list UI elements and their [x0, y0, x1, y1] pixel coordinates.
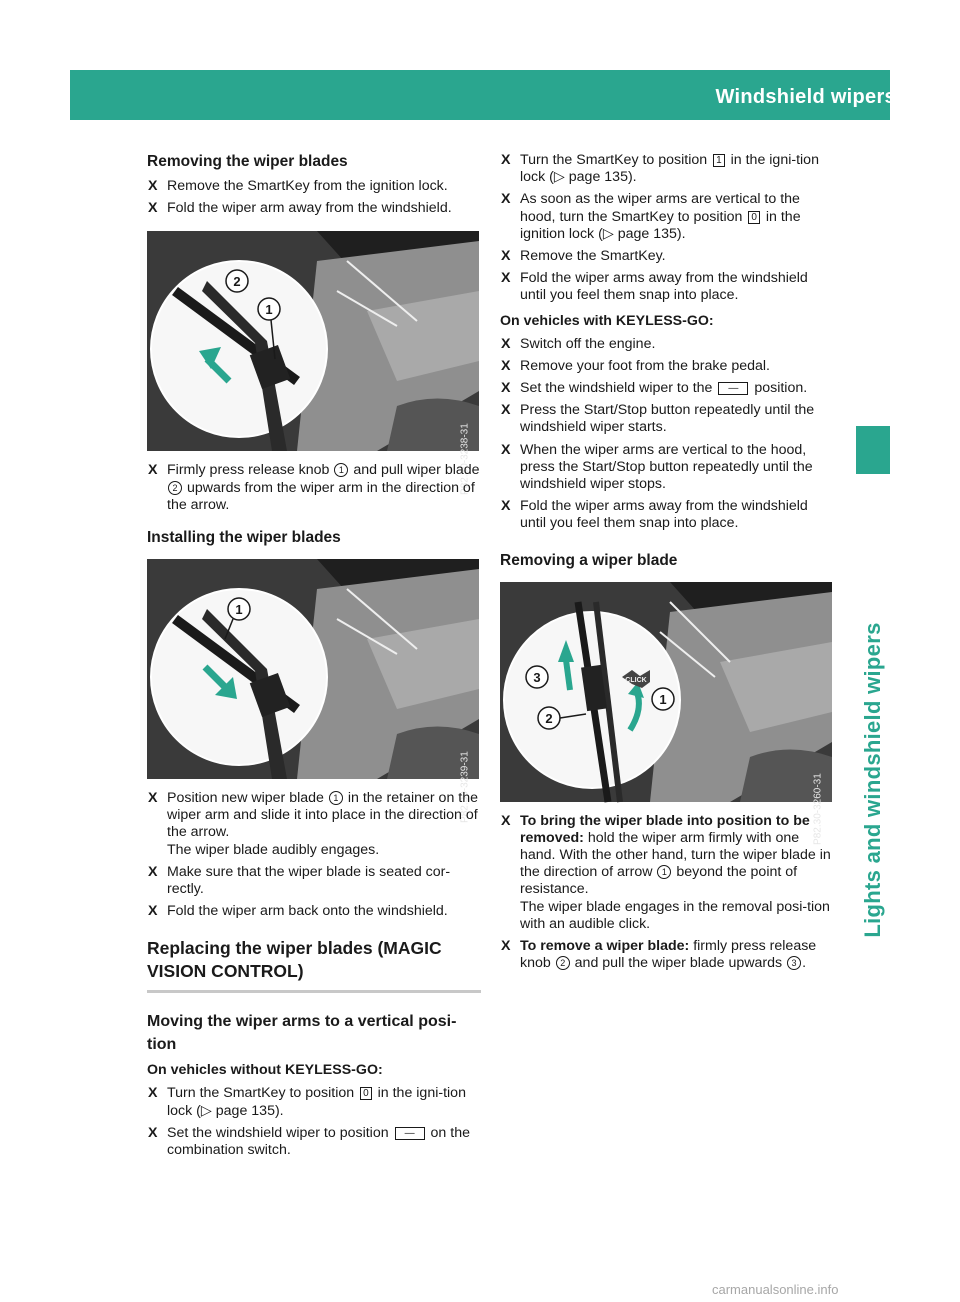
callout-1: 1 — [334, 463, 348, 477]
wiper-off-icon: — — [395, 1127, 425, 1140]
wiper-illustration-1 — [147, 231, 479, 451]
step: X Set the windshield wiper to the — position. — [501, 380, 808, 397]
callout-2: 2 — [168, 481, 182, 495]
step: X Press the Start/Stop button repeatedly until the windshield wiper starts. — [501, 402, 815, 436]
step: X Make sure that the wiper blade is seated cor-rectly. — [148, 863, 451, 898]
figure-removing-blade — [500, 582, 832, 846]
callout-2: 2 — [556, 956, 570, 970]
bullet-x-icon: X — [148, 1124, 158, 1141]
step: X Remove the SmartKey from the ignition lock. — [148, 178, 448, 194]
step: X Firmly press release knob 1 and pull wiper blade 2 upwards from the wiper arm in the direction of the arrow. — [148, 462, 480, 513]
header-divider — [902, 78, 904, 120]
bullet-x-icon: X — [501, 938, 511, 955]
bullet-x-icon: X — [148, 863, 158, 880]
side-tab-label: Lights and windshield wipers — [860, 622, 885, 938]
callout-3: 3 — [787, 956, 801, 970]
page-ref-arrow-icon: ▷ — [602, 225, 614, 242]
figure-installing-blade — [147, 559, 479, 823]
section-rule — [147, 990, 481, 993]
page-number: 119 — [914, 88, 942, 107]
click-burst-label: CLICK — [625, 676, 647, 684]
figure-code: P82.30-3260-31 — [812, 773, 824, 846]
step: X As soon as the wiper arms are vertical to the hood, turn the SmartKey to position 0 in the ignition lock (▷ page 135). — [501, 191, 801, 242]
bullet-x-icon: X — [148, 200, 158, 217]
bullet-x-icon: X — [501, 812, 511, 829]
bullet-x-icon: X — [501, 402, 511, 419]
callout-1: 1 — [265, 302, 273, 318]
bullet-x-icon: X — [501, 357, 511, 374]
heading-replacing-magic-vision: Replacing the wiper blades (MAGIC VISION CONTROL) — [147, 938, 442, 982]
heading-removing-a-wiper-blade: Removing a wiper blade — [500, 551, 678, 569]
step: X Set the windshield wiper to position — on the combination switch. — [148, 1124, 470, 1159]
step: X Remove the SmartKey. — [501, 248, 666, 265]
step: X Position new wiper blade 1 in the retainer on the wiper arm and slide it into place in the direction of the arrow. The wiper blade audibly engages. — [148, 790, 478, 858]
heading-installing-wiper-blades: Installing the wiper blades — [147, 529, 341, 547]
bullet-x-icon: X — [148, 903, 158, 920]
step: X Fold the wiper arms away from the windshield until you feel them snap into place. — [501, 270, 808, 304]
callout-1: 1 — [657, 865, 671, 879]
bullet-x-icon: X — [501, 335, 511, 352]
subheading-with-keyless-go: On vehicles with KEYLESS-GO: — [500, 312, 714, 329]
callout-3: 3 — [533, 669, 541, 685]
callout-2: 2 — [545, 710, 553, 726]
bullet-x-icon: X — [148, 462, 158, 479]
step: X When the wiper arms are vertical to the hood, press the Start/Stop button repeatedly until the windshield wiper stops. — [501, 441, 813, 493]
bullet-x-icon: X — [501, 270, 511, 287]
page-ref-arrow-icon: ▷ — [553, 169, 565, 186]
wiper-off-icon: — — [718, 382, 748, 395]
bullet-x-icon: X — [501, 498, 511, 515]
step: X Fold the wiper arms away from the windshield until you feel them snap into place. — [501, 498, 808, 532]
bullet-x-icon: X — [148, 1085, 158, 1102]
heading-removing-wiper-blades: Removing the wiper blades — [147, 153, 348, 170]
bullet-x-icon: X — [501, 248, 511, 265]
bullet-x-icon: X — [148, 178, 158, 194]
page-ref-arrow-icon: ▷ — [200, 1102, 212, 1119]
callout-2: 2 — [233, 274, 241, 290]
side-tab-marker — [856, 426, 890, 474]
step: X Fold the wiper arm away from the windshield. — [148, 200, 452, 217]
subheading-without-keyless-go: On vehicles without KEYLESS-GO: — [147, 1062, 383, 1079]
wiper-illustration-3 — [500, 582, 832, 802]
bullet-x-icon: X — [501, 441, 511, 458]
step: X To remove a wiper blade: firmly press release knob 2 and pull the wiper blade upwards 3 . — [501, 938, 817, 972]
header-title: Windshield wipers — [715, 86, 896, 108]
right-column — [500, 152, 834, 972]
step: X Switch off the engine. — [501, 335, 656, 352]
callout-1: 1 — [235, 602, 243, 618]
footer-watermark[interactable]: carmanualsonline.info — [712, 1282, 839, 1297]
figure-code: P82.30-3239-31 — [459, 751, 471, 823]
left-column — [147, 152, 481, 1159]
step: X Fold the wiper arm back onto the windshield. — [148, 903, 448, 920]
heading-moving-wiper-arms: Moving the wiper arms to a vertical posi-tion — [147, 1013, 457, 1054]
step: X Remove your foot from the brake pedal. — [501, 357, 770, 374]
callout-1: 1 — [659, 691, 667, 707]
page-header — [70, 70, 942, 120]
step: X Turn the SmartKey to position 1 in the igni-tion lock (▷ page 135). — [501, 152, 819, 186]
ignition-position-0-icon: 0 — [748, 211, 760, 224]
ignition-position-1-icon: 1 — [713, 154, 725, 167]
figure-code: P82.30-3238-31 — [459, 423, 471, 496]
bullet-x-icon: X — [148, 790, 158, 807]
step: X To bring the wiper blade into position to be removed: hold the wiper arm firmly with one hand. With the other hand, turn the wiper blade in the direction of arrow 1 beyond the point of resistance. The wiper blade engages in the removal posi-tion with an audible click. — [501, 812, 831, 932]
bullet-x-icon: X — [501, 152, 511, 168]
ignition-position-0-icon: 0 — [360, 1087, 372, 1100]
wiper-illustration-2 — [147, 559, 479, 779]
callout-1: 1 — [329, 791, 343, 805]
step: X Turn the SmartKey to position 0 in the igni-tion lock (▷ page 135). — [148, 1085, 466, 1119]
bullet-x-icon: X — [501, 191, 511, 208]
bullet-x-icon: X — [501, 380, 511, 397]
